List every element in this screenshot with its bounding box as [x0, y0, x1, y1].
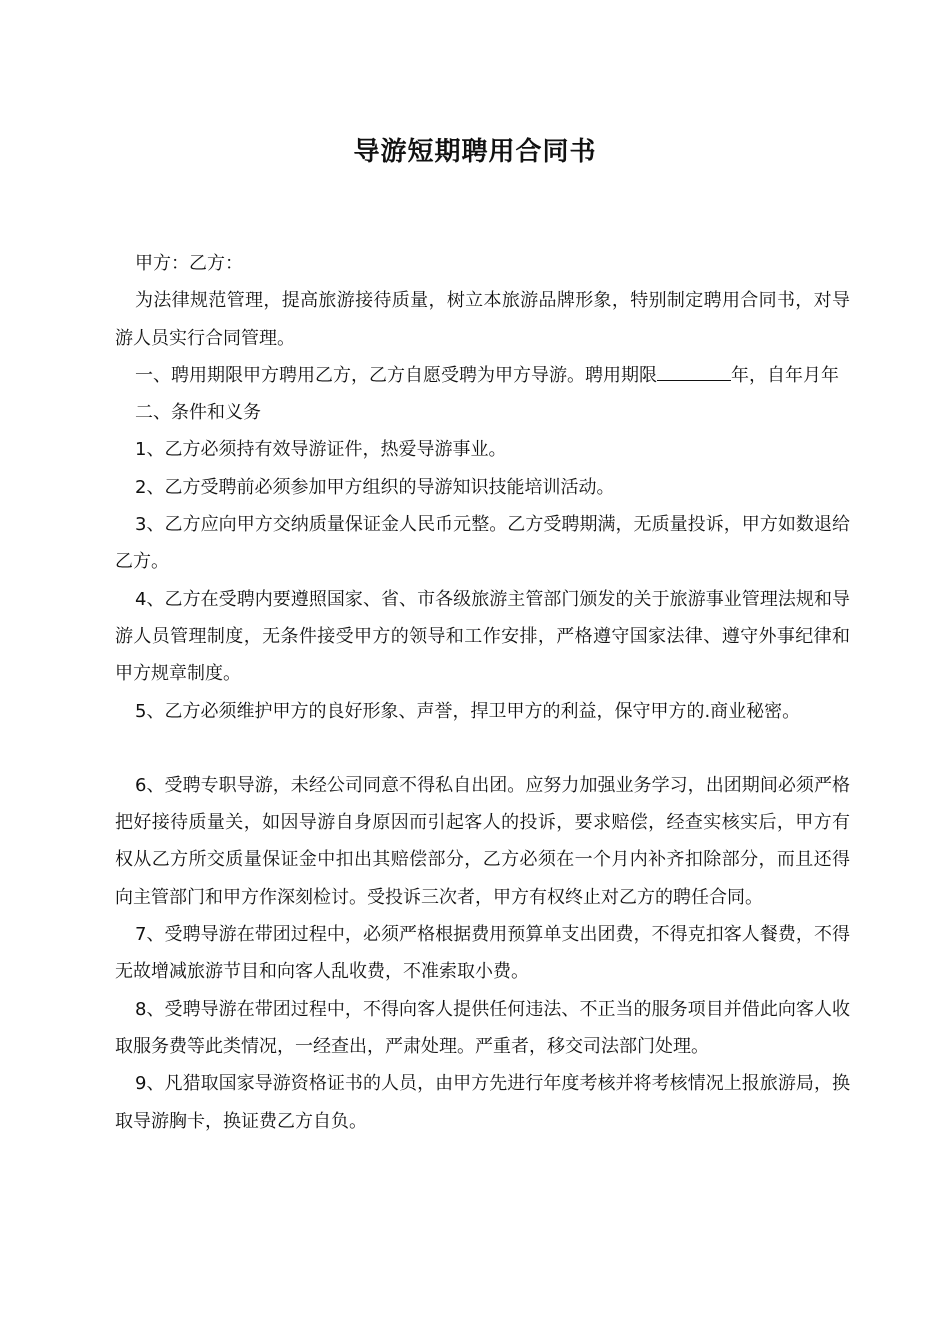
item-8: 8、受聘导游在带团过程中，不得向客人提供任何违法、不正当的服务项目并借此向客人收取服务费等此类情况，一经查出，严肃处理。严重者，移交司法部门处理。: [115, 998, 850, 1057]
item-7: 7、受聘导游在带团过程中，必须严格根据费用预算单支出团费，不得克扣客人餐费，不得无故增减旅游节目和向客人乱收费，不准索取小费。: [115, 924, 850, 983]
clause-1-tail: 年，自年月年: [731, 364, 839, 386]
term-blank-line: [657, 364, 731, 381]
item-5: 5、乙方必须维护甲方的良好形象、声誉，捍卫甲方的利益，保守甲方的.商业秘密。: [135, 700, 801, 722]
item-1: 1、乙方必须持有效导游证件，热爱导游事业。: [135, 439, 507, 461]
document-body: [115, 245, 850, 1140]
item-4: 4、乙方在受聘内要遵照国家、省、市各级旅游主管部门颁发的关于旅游事业管理法规和导游人员管理制度，无条件接受甲方的领导和工作安排，严格遵守国家法律、遵守外事纪律和甲方规章制度。: [115, 588, 850, 685]
section-2-heading: 二、条件和义务: [135, 402, 261, 424]
intro-paragraph: 为法律规范管理，提高旅游接待质量，树立本旅游品牌形象，特别制定聘用合同书，对导游人员实行合同管理。: [115, 290, 850, 349]
item-6: 6、受聘专职导游，未经公司同意不得私自出团。应努力加强业务学习，出团期间必须严格把好接待质量关，如因导游自身原因而引起客人的投诉，要求赔偿，经查实核实后，甲方有权从乙方所交质量保证金中扣出其赔偿部分，乙方必须在一个月内补齐扣除部分，而且还得向主管部门和甲方作深刻检讨。受投诉三次者，甲方有权终止对乙方的聘任合同。: [115, 774, 850, 908]
paragraph-gap: [115, 730, 850, 767]
parties-line: 甲方：乙方：: [135, 253, 243, 274]
clause-1-text: 一、聘用期限甲方聘用乙方，乙方自愿受聘为甲方导游。聘用期限: [135, 364, 657, 386]
item-9: 9、凡猎取国家导游资格证书的人员，由甲方先进行年度考核并将考核情况上报旅游局，换取导游胸卡，换证费乙方自负。: [115, 1073, 850, 1132]
clause-1: [115, 357, 850, 394]
item-3: 3、乙方应向甲方交纳质量保证金人民币元整。乙方受聘期满，无质量投诉，甲方如数退给乙方。: [115, 514, 850, 573]
item-2: 2、乙方受聘前必须参加甲方组织的导游知识技能培训活动。: [135, 476, 615, 498]
document-title: 导游短期聘用合同书: [353, 137, 597, 167]
